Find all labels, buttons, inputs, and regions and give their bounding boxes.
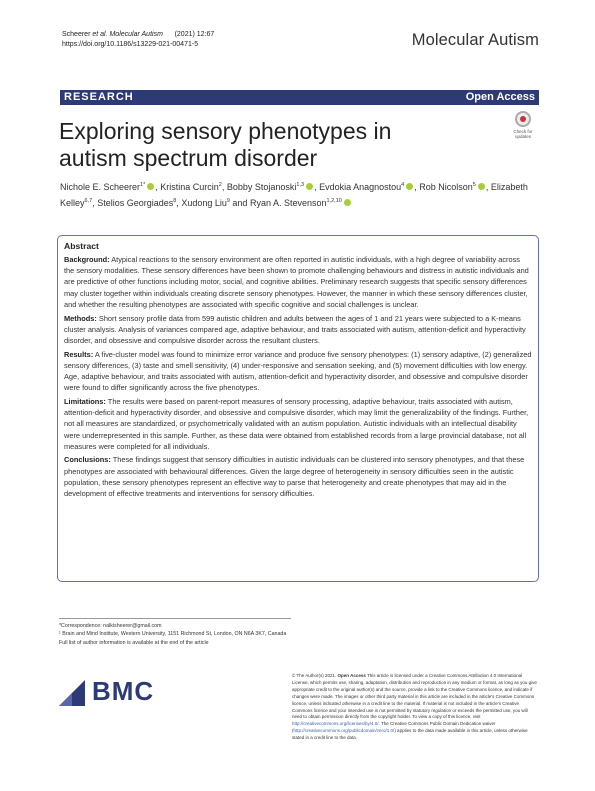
section-text: Short sensory profile data from 599 autistic children and adults between the ages of 1 and 21 years were subjected to a K-means cluster analysis. Analysis of variances compared age, adaptive behaviour, and traits associated with autism, attention-deficit and hyperactivity disorder, and obsessive and compulsive disorder across the resultant clusters. (64, 313, 526, 345)
author-name[interactable]: Stelios Georgiades (97, 198, 174, 208)
orcid-icon[interactable] (406, 183, 413, 190)
section-text: The results were based on parent-report measures of sensory processing, adaptive behaviour, traits associated with autism, attention-deficit and hyperactivity disorder, and obsessive and compulsive disorder, which may limit the generalizability of the findings. Further, not all measures are standardized, or psychometrically validated with an autism population. Autistic individuals with an intellectual disability were underrepresented in this sample. Further, as these data were obtained from established records from a large provincial database, not all measures were completed for all individuals. (64, 396, 529, 451)
license-prefix: © The Author(s) 2021. (292, 673, 338, 678)
author-separator: , (92, 198, 98, 208)
check-updates-icon (515, 111, 531, 127)
license-text (292, 673, 538, 742)
section-text: Atypical reactions to the sensory environment are often reported in autistic individuals, with a high degree of variability across the sensory modalities. These sensory differences have been shown to promote challenging behaviours and distress in autistic individuals and are predictive of other functions including motor, social, and cognitive abilities. Preliminary research suggests that specific sensory differences may cluster together within individuals creating discrete sensory phenotypes. However, the manner in which these sensory differences cluster, and whether the resulting phenotypes are associated with specific cognitive and social challenges is unclear. (64, 255, 529, 309)
license-open-access: Open Access (337, 673, 366, 678)
orcid-icon[interactable] (147, 183, 154, 190)
author-affiliation-marker: 5 (472, 182, 476, 188)
abstract-box (57, 235, 539, 582)
author-name[interactable]: Elizabeth Kelley (60, 182, 528, 208)
citation-year: (2021) 12:67 (174, 31, 215, 38)
citation-line (62, 30, 214, 40)
citation-author: Scheerer (62, 31, 93, 38)
article-title: Exploring sensory phenotypes in autism spectrum disorder (59, 118, 392, 171)
license-body-2: . The Creative Commons Public Domain Dedication waiver ( (292, 721, 496, 734)
abstract-limitations (64, 396, 532, 452)
license-body-3: ) applies to the data made available in this article, unless otherwise stated in a credit line to the data. (292, 728, 528, 741)
correspondence: *Correspondence: nalkisheerer@gmail.com (59, 623, 162, 629)
section-label: Methods: (64, 313, 97, 323)
author-name[interactable]: Kristina Curcin (160, 182, 219, 192)
author-name[interactable]: Bobby Stojanoski (226, 182, 297, 192)
author-list (60, 178, 536, 210)
full-author-info: Full list of author information is available at the end of the article (59, 639, 209, 646)
journal-name: Molecular Autism (411, 31, 539, 49)
footnote-divider (59, 618, 291, 619)
author-separator: , (221, 182, 227, 192)
section-label: Limitations: (64, 396, 106, 406)
affiliation: ¹ Brain and Mind Institute, Western University, 1151 Richmond St, London, ON N6A 3K7, Canada (59, 631, 287, 638)
license-link[interactable]: http://creativecommons.org/licenses/by/4.0/ (292, 721, 379, 727)
public-domain-link[interactable]: http://creativecommons.org/publicdomain/zero/1.0/ (293, 728, 395, 734)
abstract-background (64, 254, 532, 310)
footnote (59, 618, 291, 647)
author-affiliation-marker: 6,7 (84, 198, 93, 204)
author-affiliation-marker: 8 (173, 198, 177, 204)
author-name[interactable]: Evdokia Anagnostou (319, 182, 402, 192)
author-separator: , (176, 198, 182, 208)
author-separator: , (314, 182, 320, 192)
author-separator: , (155, 182, 161, 192)
citation-header (62, 30, 214, 50)
abstract-conclusions (64, 454, 532, 499)
badge-line2: updates (514, 134, 531, 139)
bmc-logo-text: BMC (92, 676, 155, 706)
author-affiliation-marker: 1* (140, 182, 146, 188)
section-text: A five-cluster model was found to minimize error variance and produce five sensory phenotypes: (1) sensory adaptive, (2) generalized sensory differences, (3) taste and smell sensitivity, (4) under-responsive and sensation seeking, and (5) movement difficulties with low energy. Age, adaptive behaviour, and traits associated with autism, attention-deficit and hyperactivity disorder, and obsessive and compulsive disorder were found to differ significantly across the five phenotypes. (64, 349, 532, 393)
author-affiliation-marker: 9 (226, 198, 230, 204)
author-name[interactable]: Xudong Liu (181, 198, 227, 208)
check-for-updates-badge[interactable] (510, 111, 536, 144)
open-access-label: Open Access (465, 91, 535, 103)
orcid-icon[interactable] (478, 183, 485, 190)
author-separator: , (485, 182, 491, 192)
badge-line1: Check for (513, 129, 533, 134)
abstract-heading: Abstract (64, 241, 99, 251)
section-text: These findings suggest that sensory difficulties in autistic individuals can be clustered into sensory phenotypes, and that these phenotypes are associated with behavioural differences. Given the large degree of heterogeneity in sensory difficulties seen in the autistic population, these sensory phenotypes represent an effective way to parse that heterogeneity and create phenotypes that may aid in the development of effective treatments and interventions for sensory difficulties. (64, 455, 525, 499)
license-body: This article is licensed under a Creative Commons Attribution 4.0 International License, which permits use, sharing, adaptation, distribution and reproduction in any medium or format, as long as you give appropriate credit to the original author(s) and the source, provide a link to the Creative Commons licence, and indicate if changes were made. The images or other third party material in this article are included in the article's Creative Commons licence, unless indicated otherwise in a credit line to the material. If material is not included in the article's Creative Commons licence and your intended use is not permitted by statutory regulation or exceeds the permitted use, you will need to obtain permission directly from the copyright holder. To view a copy of this licence, visit (292, 673, 537, 720)
abstract-results (64, 349, 532, 394)
author-affiliation-marker: 1,2,10 (326, 198, 342, 204)
section-label: Conclusions: (64, 455, 111, 465)
author-affiliation-marker: 2 (218, 182, 222, 188)
author-affiliation-marker: 1,3 (296, 182, 305, 188)
author-name[interactable]: Rob Nicolson (419, 182, 473, 192)
abstract-methods (64, 313, 532, 347)
orcid-icon[interactable] (344, 199, 351, 206)
section-label: Background: (64, 255, 110, 264)
author-name[interactable]: Nichole E. Scheerer (60, 182, 141, 192)
author-name[interactable]: Ryan A. Stevenson (249, 198, 327, 208)
author-affiliation-marker: 4 (401, 182, 405, 188)
citation-journal: et al. Molecular Autism (92, 31, 163, 38)
section-label: RESEARCH (64, 91, 134, 103)
orcid-icon[interactable] (306, 183, 313, 190)
section-label: Results: (64, 349, 94, 359)
author-separator: , (414, 182, 420, 192)
author-separator: and (229, 198, 250, 208)
section-banner (60, 90, 539, 105)
doi-link[interactable]: https://doi.org/10.1186/s13229-021-00471-5 (62, 41, 199, 48)
